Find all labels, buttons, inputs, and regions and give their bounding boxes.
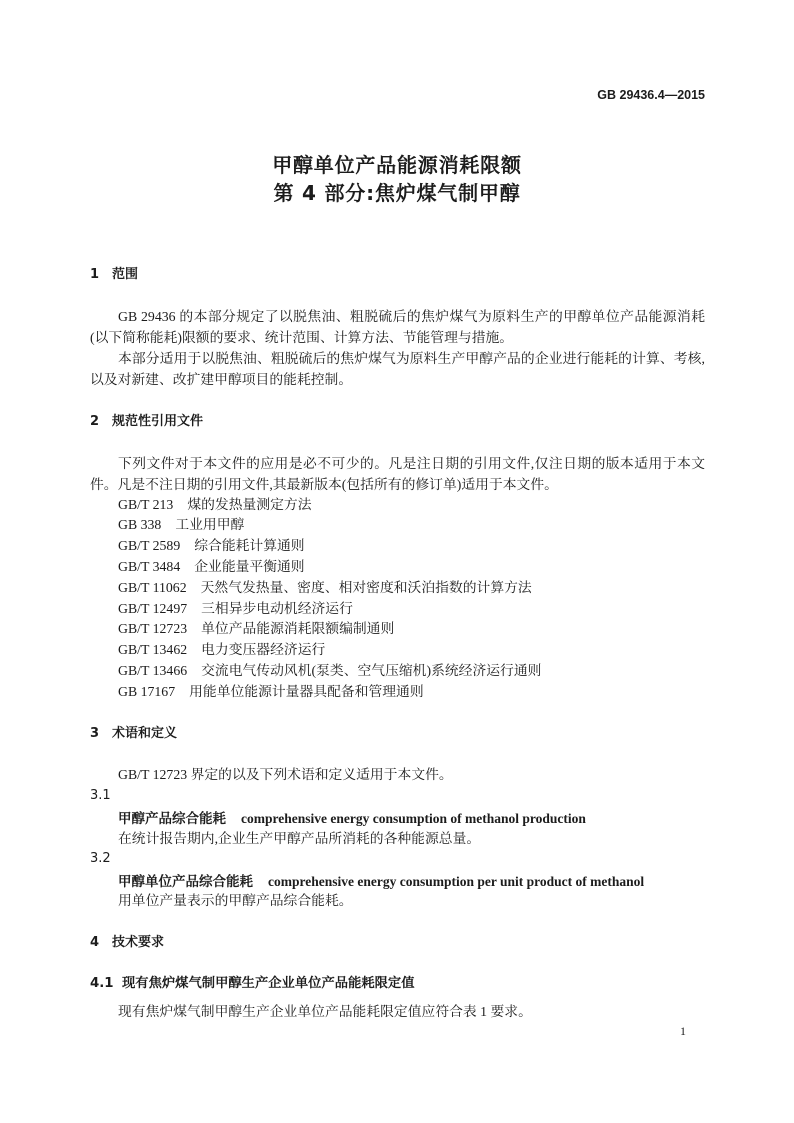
term-chinese: 甲醇产品综合能耗	[118, 810, 226, 827]
scope-paragraph-2-line-1: 本部分适用于以脱焦油、粗脱硫后的焦炉煤气为原料生产甲醇产品的企业进行能耗的计算、考核,	[118, 350, 705, 366]
section-number: 4	[90, 934, 100, 950]
term-definition: 在统计报告期内,企业生产甲醇产品所消耗的各种能源总量。	[118, 830, 481, 846]
subsection-4-1-heading	[90, 973, 415, 994]
section-title: 范围	[112, 266, 139, 282]
terms-intro: GB/T 12723 界定的以及下列术语和定义适用于本文件。	[118, 766, 453, 782]
reference-item	[118, 535, 305, 556]
section-3-heading	[90, 723, 177, 744]
references-intro-line-1: 下列文件对于本文件的应用是必不可少的。凡是注日期的引用文件,仅注日期的版本适用于本文	[118, 455, 705, 471]
subsection-title: 现有焦炉煤气制甲醇生产企业单位产品能耗限定值	[122, 975, 415, 991]
scope-paragraph-1-line-2: (以下简称能耗)限额的要求、统计范围、计算方法、节能管理与措施。	[90, 329, 514, 345]
reference-title: 综合能耗计算通则	[194, 538, 305, 554]
reference-code: GB/T 2589	[118, 538, 181, 554]
section-number: 2	[90, 413, 100, 429]
reference-item	[118, 577, 532, 598]
section-4-heading	[90, 932, 164, 953]
term-english: comprehensive energy consumption of methanol production	[241, 810, 586, 826]
reference-title: 电力变压器经济运行	[201, 642, 326, 658]
reference-item	[118, 514, 244, 535]
reference-code: GB/T 213	[118, 496, 174, 512]
reference-title: 煤的发热量测定方法	[187, 496, 312, 512]
reference-title: 天然气发热量、密度、相对密度和沃泊指数的计算方法	[200, 579, 532, 595]
reference-code: GB/T 13466	[118, 662, 188, 678]
section-title: 技术要求	[112, 934, 165, 950]
reference-code: GB/T 12497	[118, 600, 188, 616]
references-intro-line-2: 件。凡是不注日期的引用文件,其最新版本(包括所有的修订单)适用于本文件。	[90, 476, 558, 492]
document-title-line-2: 第 4 部分:焦炉煤气制甲醇	[273, 181, 521, 205]
section-number: 1	[90, 266, 100, 282]
subsection-number: 4.1	[90, 975, 114, 991]
term-chinese: 甲醇单位产品综合能耗	[118, 873, 253, 890]
reference-title: 交流电气传动风机(泵类、空气压缩机)系统经济运行通则	[201, 662, 542, 678]
section-title: 规范性引用文件	[112, 413, 204, 429]
term-definition: 用单位产量表示的甲醇产品综合能耗。	[118, 892, 353, 908]
scope-paragraph-2-line-2: 以及对新建、改扩建甲醇项目的能耗控制。	[90, 371, 353, 387]
reference-title: 企业能量平衡通则	[194, 558, 305, 574]
reference-item	[118, 556, 305, 577]
term-english: comprehensive energy consumption per unit product of methanol	[268, 873, 645, 889]
reference-item	[118, 660, 541, 681]
reference-item	[118, 639, 325, 660]
document-title-line-1: 甲醇单位产品能源消耗限额	[272, 153, 522, 177]
section-title: 术语和定义	[112, 725, 178, 741]
reference-item	[118, 681, 424, 702]
clause-number: 3.2	[90, 850, 111, 866]
reference-title: 用能单位能源计量器具配备和管理通则	[189, 683, 424, 699]
reference-item	[118, 598, 353, 619]
reference-title: 工业用甲醇	[175, 517, 245, 533]
term-entry	[118, 807, 586, 829]
section-1-heading	[90, 264, 138, 285]
subsection-4-1-text: 现有焦炉煤气制甲醇生产企业单位产品能耗限定值应符合表 1 要求。	[118, 1003, 532, 1019]
term-entry	[118, 870, 644, 892]
section-2-heading	[90, 411, 203, 432]
page-number: 1	[680, 1023, 686, 1038]
section-number: 3	[90, 725, 100, 741]
reference-title: 单位产品能源消耗限额编制通则	[201, 621, 395, 637]
scope-paragraph-1-line-1: GB 29436 的本部分规定了以脱焦油、粗脱硫后的焦炉煤气为原料生产的甲醇单位产品能源消耗	[118, 308, 705, 324]
reference-item	[118, 618, 394, 639]
reference-code: GB/T 3484	[118, 558, 181, 574]
reference-code: GB/T 12723	[118, 621, 188, 637]
standard-number: GB 29436.4—2015	[597, 87, 705, 102]
reference-code: GB/T 13462	[118, 642, 188, 658]
reference-code: GB 17167	[118, 683, 176, 699]
reference-code: GB 338	[118, 517, 162, 533]
reference-item	[118, 494, 312, 515]
clause-number: 3.1	[90, 787, 111, 803]
reference-title: 三相异步电动机经济运行	[201, 600, 353, 616]
reference-code: GB/T 11062	[118, 579, 187, 595]
